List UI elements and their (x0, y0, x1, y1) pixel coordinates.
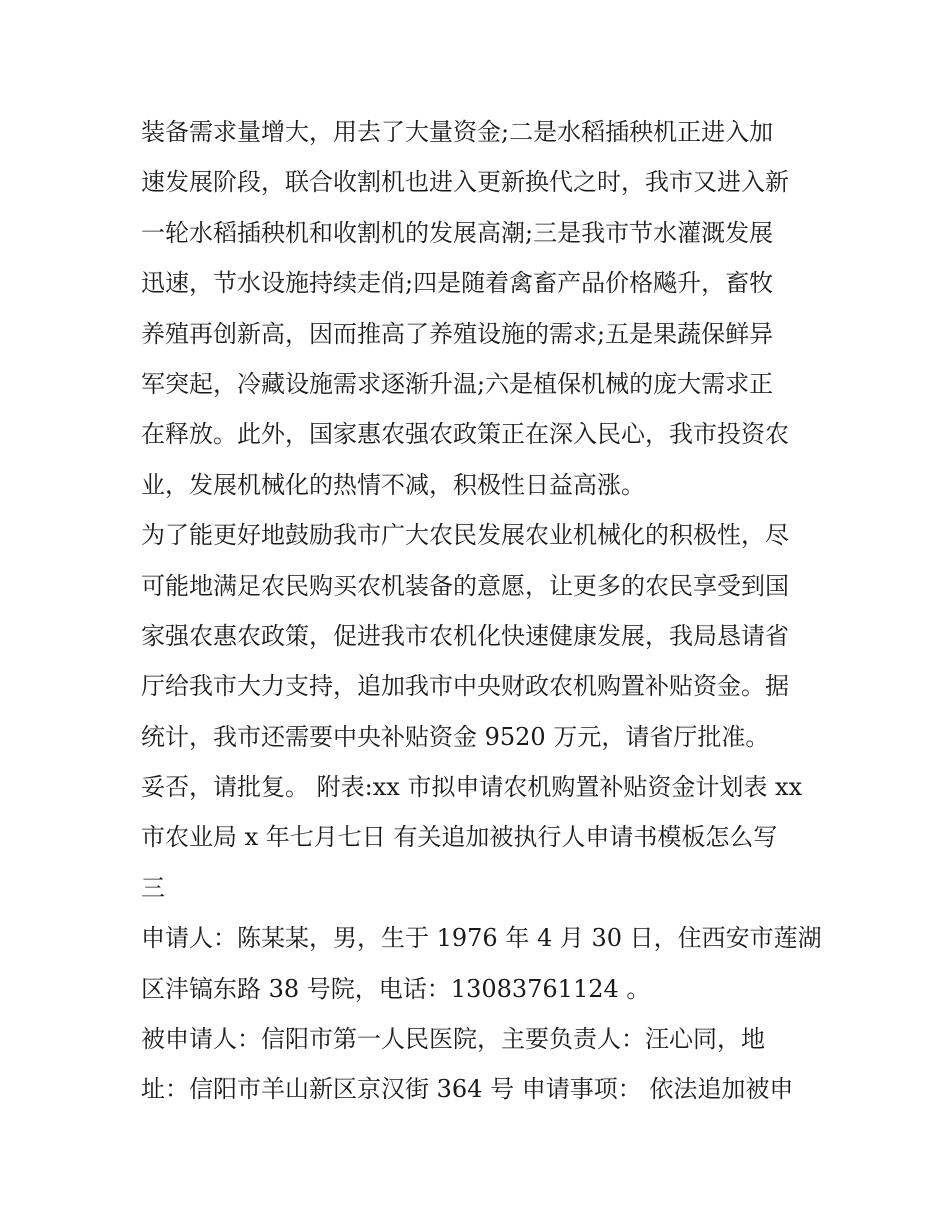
text-line: 养殖再创新高，因而推高了养殖设施的需求;五是果蔬保鲜异 (141, 319, 774, 348)
text-line: 被申请人：信阳市第一人民医院，主要负责人：汪心同，地 (141, 1025, 765, 1054)
text-line: 为了能更好地鼓励我市广大农民发展农业机械化的积极性，尽 (141, 521, 789, 550)
text-line: 妥否，请批复。 附表:xx 市拟申请农机购置补贴资金计划表 xx (141, 773, 803, 802)
text-line: 军突起，冷藏设施需求逐渐升温;六是植保机械的庞大需求正 (141, 369, 774, 398)
text-line: 家强农惠农政策，促进我市农机化快速健康发展，我局恳请省 (141, 621, 789, 650)
text-line: 市农业局 x 年七月七日 有关追加被执行人申请书模板怎么写 (141, 823, 778, 852)
text-line: 可能地满足农民购买农机装备的意愿，让更多的农民享受到国 (141, 571, 789, 600)
document-body (141, 107, 821, 1115)
text-line: 在释放。此外，国家惠农强农政策正在深入民心，我市投资农 (141, 420, 789, 449)
text-line: 厅给我市大力支持，追加我市中央财政农机购置补贴资金。据 (141, 672, 789, 701)
text-line: 一轮水稻插秧机和收割机的发展高潮;三是我市节水灌溉发展 (141, 218, 774, 247)
text-line: 三 (141, 873, 165, 902)
text-line: 装备需求量增大，用去了大量资金;二是水稻插秧机正进入加 (141, 118, 774, 146)
text-line: 速发展阶段，联合收割机也进入更新换代之时，我市又进入新 (141, 168, 789, 197)
text-line: 区沣镐东路 38 号院，电话：13083761124 。 (141, 974, 651, 1003)
text-line: 迅速，节水设施持续走俏;四是随着禽畜产品价格飚升，畜牧 (141, 269, 774, 298)
text-line: 业，发展机械化的热情不减，积极性日益高涨。 (141, 470, 645, 499)
text-line: 址：信阳市羊山新区京汉街 364 号 申请事项： 依法追加被申 (141, 1075, 794, 1104)
text-line: 统计，我市还需要中央补贴资金 9520 万元，请省厅批准。 (141, 722, 770, 751)
text-line: 申请人：陈某某，男，生于 1976 年 4 月 30 日，住西安市莲湖 (141, 924, 822, 953)
